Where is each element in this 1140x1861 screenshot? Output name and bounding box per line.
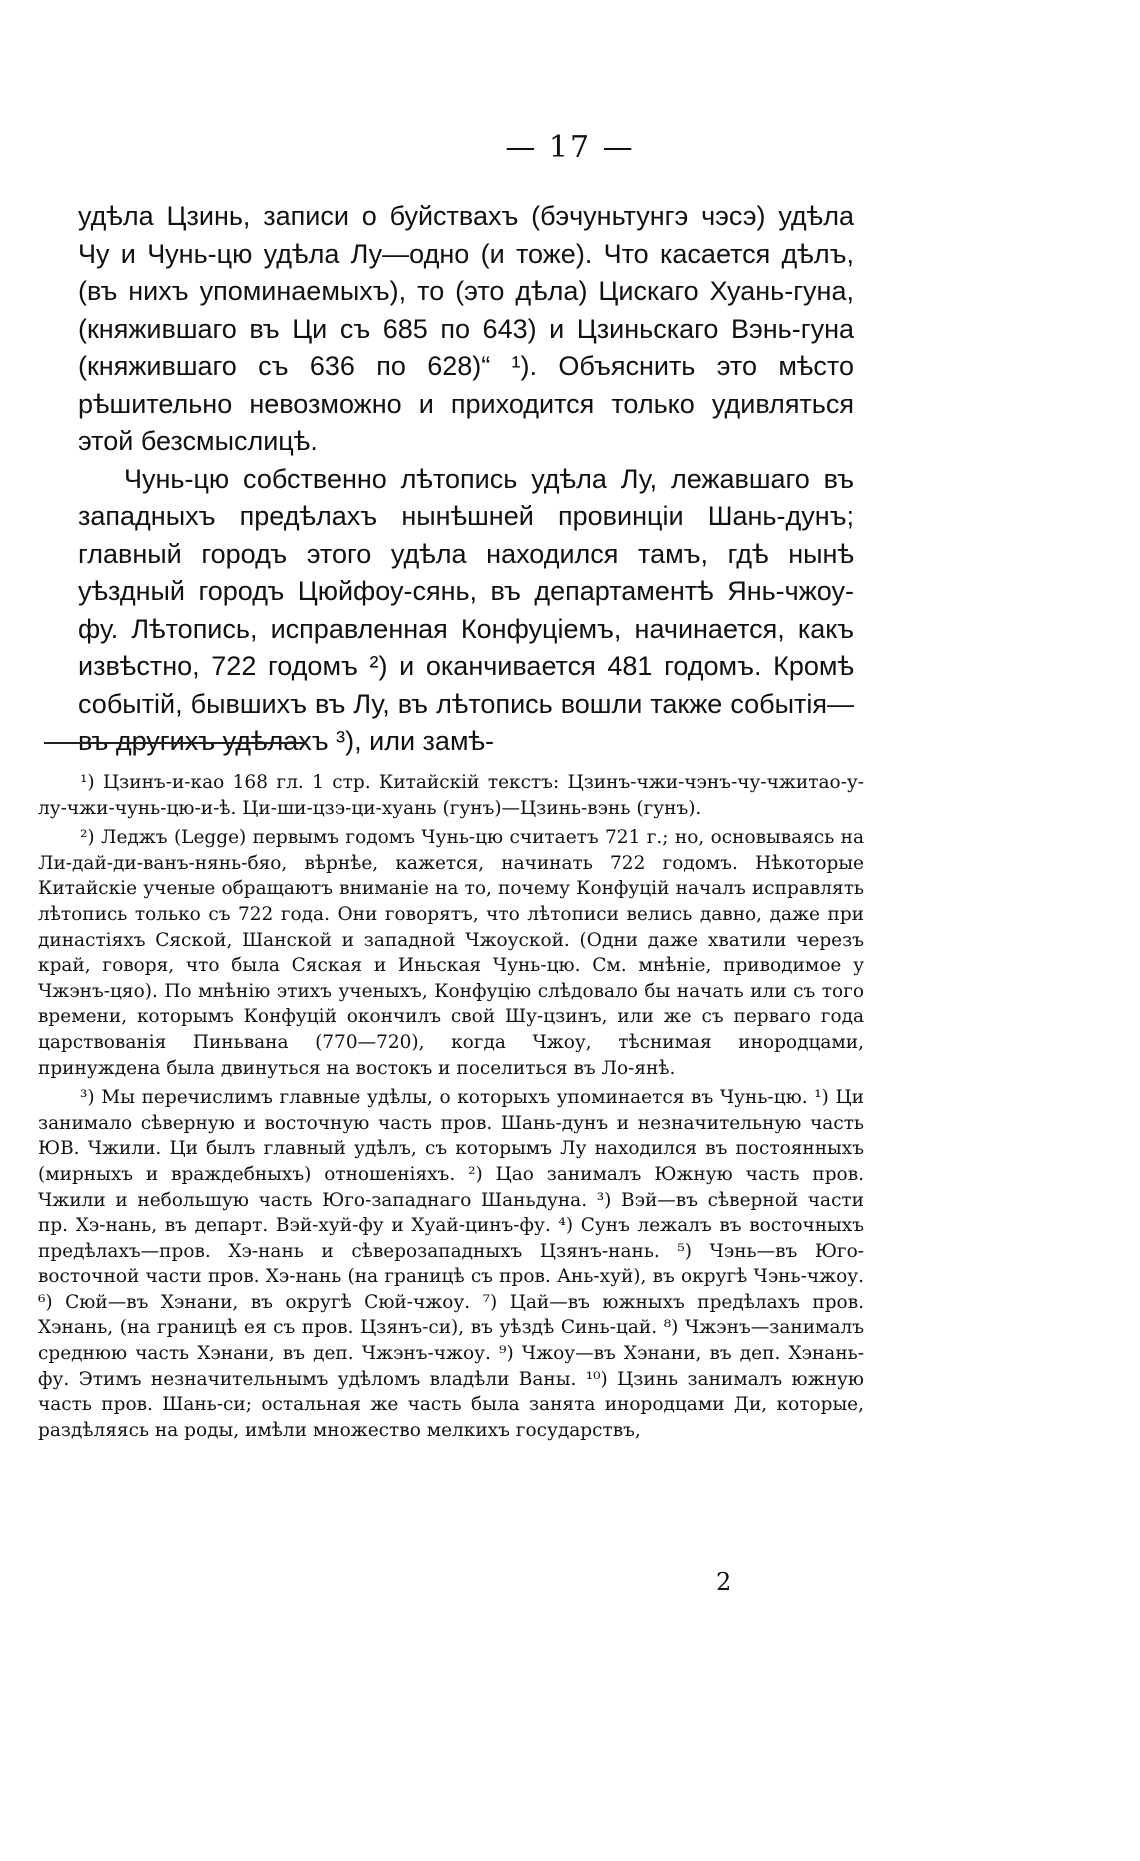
page-number: — 17 —	[505, 130, 635, 165]
signature-mark: 2	[716, 1568, 732, 1596]
footnote-3: ³) Мы перечислимъ главные удѣлы, о которыхъ упоминается въ Чунь-цю. ¹) Ци занимало сѣверную и восточную часть пров. Шань-дунъ и незначительную часть ЮВ. Чжили. Ци былъ главный удѣлъ, съ которымъ Лу находился въ постоянныхъ (мирныхъ и враждебныхъ) отношеніяхъ. ²) Цао занималъ Южную часть пров. Чжили и небольшую часть Юго-западнаго Шаньдуна. ³) Вэй—въ сѣверной части пр. Хэ-нань, въ департ. Вэй-хуй-фу и Хуай-цинъ-фу. ⁴) Сунъ лежалъ въ восточныхъ предѣлахъ—пров. Хэ-нань и сѣверозападныхъ Цзянъ-нань. ⁵) Чэнь—въ Юго-восточной части пров. Хэ-нань (на границѣ съ пров. Ань-хуй), въ округѣ Чэнь-чжоу. ⁶) Сюй—въ Хэнани, въ округѣ Сюй-чжоу. ⁷) Цай—въ южныхъ предѣлахъ пров. Хэнань, (на границѣ ея съ пров. Цзянъ-си), въ уѣздѣ Синь-цай. ⁸) Чжэнъ—занималъ среднюю часть Хэнани, въ деп. Чжэнъ-чжоу. ⁹) Чжоу—въ Хэнани, въ деп. Хэнань-фу. Этимъ незначительнымъ удѣломъ владѣли Ваны. ¹⁰) Цзинь занималъ южную часть пров. Шань-си; остальная же часть была занята инородцами Ди, которые, раздѣляясь на роды, имѣли множество мелкихъ государствъ,	[38, 1087, 864, 1441]
footnote-1: ¹) Цзинъ-и-као 168 гл. 1 стр. Китайскій текстъ: Цзинъ-чжи-чэнъ-чу-чжитао-у-лу-чжи-чунь-цю-и-ѣ. Ци-ши-цзэ-ци-хуань (гунъ)—Цзинь-вэнь (гунъ).	[38, 772, 864, 819]
footnotes	[38, 770, 864, 1447]
paragraph-2: Чунь-цю собственно лѣтопись удѣла Лу, лежавшаго въ западныхъ предѣлахъ нынѣшней провинціи Шань-дунъ; главный городъ этого удѣла находился тамъ, гдѣ нынѣ уѣздный городъ Цюйфоу-сянь, въ департаментѣ Янь-чжоу-фу. Лѣтопись, исправленная Конфуціемъ, начинается, какъ извѣстно, 722 годомъ ²) и оканчивается 481 годомъ. Кромѣ событій, бывшихъ въ Лу, въ лѣтопись вошли также событія—въ другихъ удѣлахъ ³), или замѣ-	[78, 463, 854, 756]
footnote-2: ²) Леджъ (Legge) первымъ годомъ Чунь-цю считаетъ 721 г.; но, основываясь на Ли-дай-ди-ванъ-нянь-бяо, вѣрнѣе, кажется, начинать 722 годомъ. Нѣкоторые Китайскіе ученые обращаютъ вниманіе на то, почему Конфуцій началъ исправлять лѣтопись только съ 722 года. Они говорятъ, что лѣтописи велись давно, даже при династіяхъ Сяской, Шанской и западной Чжоуской. (Одни даже хватили черезъ край, говоря, что была Сяская и Иньская Чунь-цю. См. мнѣніе, приводимое у Чжэнъ-цяо). По мнѣнію этихъ ученыхъ, Конфуцію слѣдовало бы начать или съ того времени, которымъ Конфуцій окончилъ свой Шу-цзинъ, или же съ перваго года царствованія Пиньвана (770—720), когда Чжоу, тѣснимая инородцами, принуждена была двинуться на востокъ и поселиться въ Ло-янѣ.	[38, 827, 864, 1079]
main-text	[78, 198, 854, 761]
paragraph-1: удѣла Цзинь, записи о буйствахъ (бэчуньтунгэ чэсэ) удѣла Чу и Чунь-цю удѣла Лу—одно (и тоже). Что касается дѣлъ, (въ нихъ упоминаемыхъ), то (это дѣла) Цискаго Хуань-гуна, (княжившаго въ Ци съ 685 по 643) и Цзиньскаго Вэнь-гуна (княжившаго съ 636 по 628)“ ¹). Объяснить это мѣсто рѣшительно невозможно и приходится только удивляться этой безсмыслицѣ.	[78, 201, 854, 456]
footnote-divider	[44, 742, 306, 744]
